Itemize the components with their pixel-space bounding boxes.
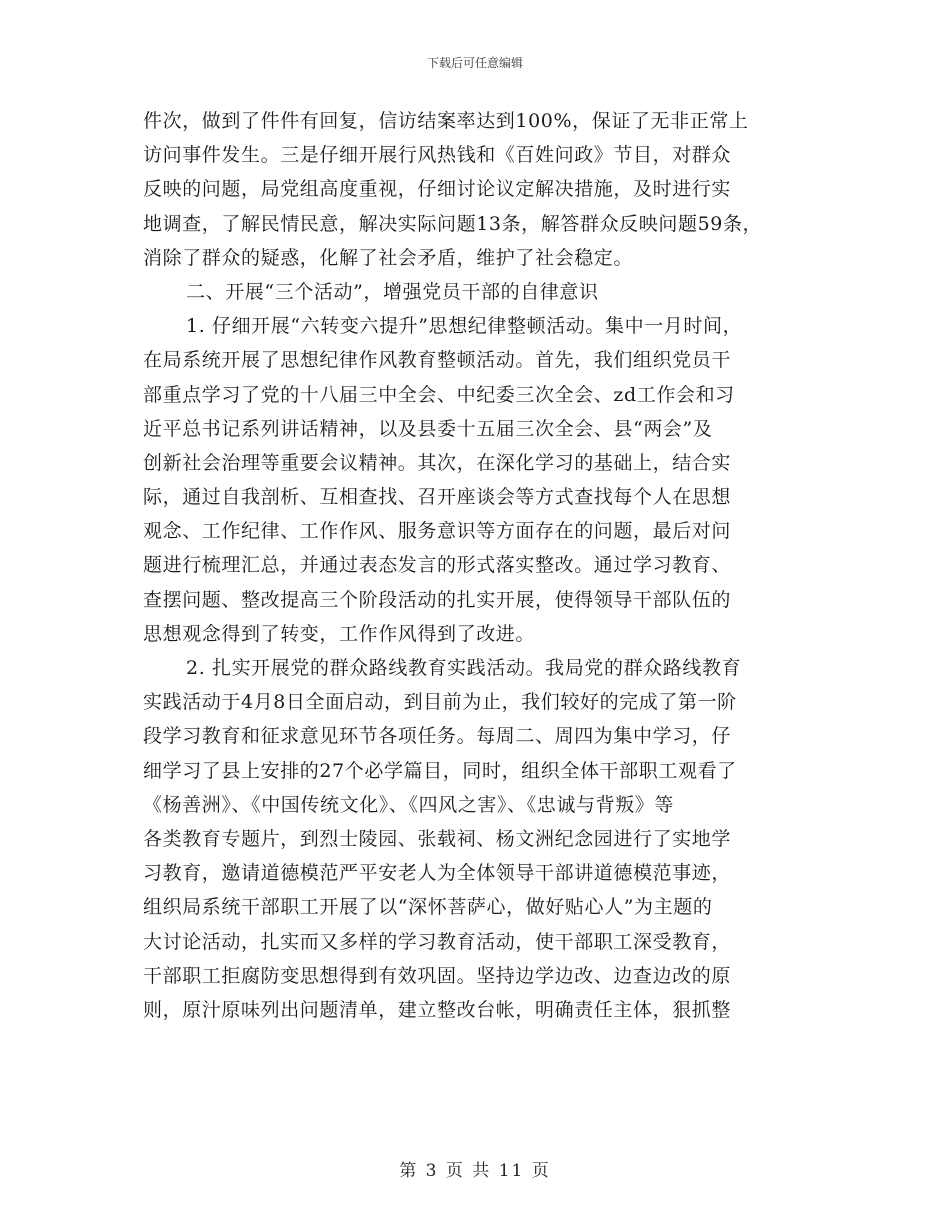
text-line: 组织局系统干部职工开展了以“深怀菩萨心，做好贴心人”为主题的: [143, 896, 713, 919]
text-line: 《杨善洲》、《中国传统文化》、《四风之害》、《忠诚与背叛》等: [143, 793, 675, 816]
text-line: 题进行梳理汇总，并通过表态发言的形式落实整改。通过学习教育、: [143, 554, 732, 577]
text-line: 在局系统开展了思想纪律作风教育整顿活动。首先，我们组织党员干: [143, 349, 732, 372]
text-line: 细学习了县上安排的27个必学篇目，同时，组织全体干部职工观看了: [143, 759, 737, 782]
text-line: 部重点学习了党的十八届三中全会、中纪委三次全会、zd工作会和习: [143, 383, 735, 406]
text-line: 访问事件发生。三是仔细开展行风热钱和《百姓问政》节目，对群众: [143, 144, 732, 167]
text-line: 大讨论活动，扎实而又多样的学习教育活动，使干部职工深受教育，: [143, 930, 732, 953]
text-line: 实践活动于4月8日全面启动，到目前为止，我们较好的完成了第一阶: [143, 691, 737, 714]
page-header: 下载后可任意编辑: [426, 56, 523, 70]
text-line: 查摆问题、整改提高三个阶段活动的扎实开展，使得领导干部队伍的: [143, 588, 732, 611]
page-number: 第 3 页 共 11 页: [399, 1161, 551, 1181]
text-line: 干部职工拒腐防变思想得到有效巩固。坚持边学边改、边查边改的原: [143, 964, 732, 987]
text-line: 则，原汁原味列出问题清单，建立整改台帐，明确责任主体，狠抓整: [143, 998, 732, 1021]
text-line: 1. 仔细开展“六转变六提升”思想纪律整顿活动。集中一月时间，: [186, 315, 743, 338]
text-line: 反映的问题，局党组高度重视，仔细讨论议定解决措施，及时进行实: [143, 178, 732, 201]
text-line: 消除了群众的疑惑，化解了社会矛盾，维护了社会稳定。: [143, 246, 634, 269]
text-line: 近平总书记系列讲话精神，以及县委十五届三次全会、县“两会”及: [143, 417, 713, 440]
text-line: 各类教育专题片，到烈士陵园、张载祠、杨文洲纪念园进行了实地学: [143, 827, 732, 850]
section-heading: 二、开展“三个活动”，增强党员干部的自律意识: [186, 280, 599, 303]
text-line: 2. 扎实开展党的群众路线教育实践活动。我局党的群众路线教育: [186, 657, 742, 679]
text-line: 创新社会治理等重要会议精神。其次，在深化学习的基础上，结合实: [143, 451, 732, 474]
text-line: 件次，做到了件件有回复，信访结案率达到100%，保证了无非正常上: [143, 110, 749, 132]
document-body: [143, 104, 833, 1027]
text-line: 际，通过自我剖析、互相查找、召开座谈会等方式查找每个人在思想: [143, 486, 732, 509]
text-line: 习教育，邀请道德模范严平安老人为全体领导干部讲道德模范事迹，: [143, 862, 732, 885]
text-line: 地调查，了解民情民意，解决实际问题13条，解答群众反映问题59条，: [143, 212, 763, 235]
text-line: 思想观念得到了转变，工作作风得到了改进。: [143, 622, 536, 645]
text-line: 观念、工作纪律、工作作风、服务意识等方面存在的问题，最后对问: [143, 520, 732, 543]
text-line: 段学习教育和征求意见环节各项任务。每周二、周四为集中学习，仔: [143, 725, 732, 748]
